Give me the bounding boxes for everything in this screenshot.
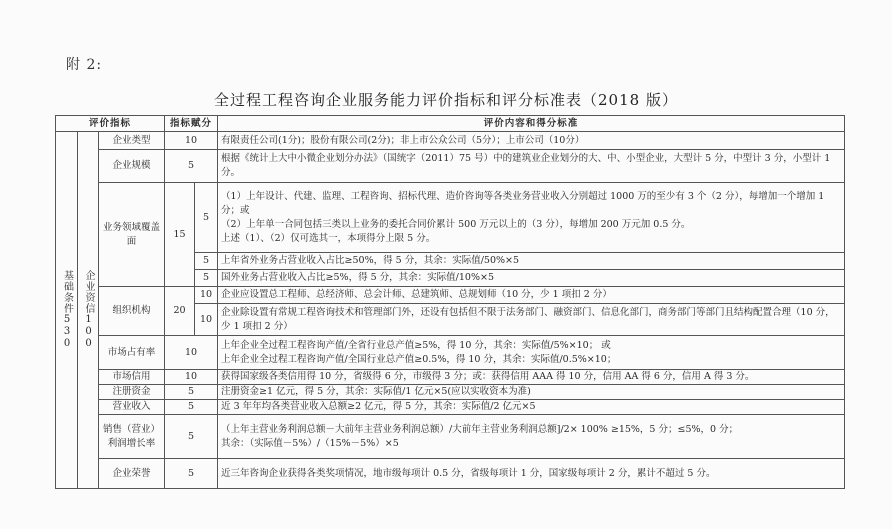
row-type-score: 10 — [165, 132, 218, 150]
row-profit-name: 销售（营业）利润增长率 — [99, 415, 165, 459]
table-row — [56, 385, 845, 400]
profit-line-2: 其余：（实际值－5%）/（15%－5%）×5 — [221, 437, 399, 449]
row-revenue-content: 近 3 年年均各类营业收入总额≥2 亿元，得 5 分，其余：实际值/2 亿元×5 — [218, 400, 845, 415]
coverage-line-1: （1）上年设计、代建、监理、工程咨询、招标代理、造价咨询等各类业务营业收入分别超过 1000 万的至少有 3 个（2 分），每增加一个增加 1 分；或 — [221, 190, 825, 216]
row-org-sub2-content: 企业除设置有常规工程咨询技术和管理部门外，还设有包括但不限于法务部门、融资部门、信息化部门，商务部门等部门且结构配置合理（10 分，少 1 项扣 2 分） — [218, 304, 845, 336]
row-type-name: 企业类型 — [99, 132, 165, 150]
row-capital-score: 5 — [165, 385, 218, 400]
row-coverage-sub2-score: 5 — [195, 253, 218, 270]
row-credit-score: 10 — [165, 370, 218, 385]
row-scale-content: 根据《统计上大中小微企业划分办法》（国统字（2011）75 号）中的建筑业企业划分的大、中、小型企业，大型计 5 分，中型计 3 分，小型计 1 分。 — [218, 150, 845, 183]
table-row — [56, 370, 845, 385]
row-revenue-name: 营业收入 — [99, 400, 165, 415]
row-honor-content: 近三年咨询企业获得各类奖项情况，地市级每项计 0.5 分，省级每项计 1 分，国家级每项计 2 分，累计不超过 5 分。 — [218, 459, 845, 489]
header-content: 评价内容和得分标准 — [218, 116, 845, 132]
table-row — [56, 459, 845, 489]
row-market-name: 市场占有率 — [99, 336, 165, 370]
row-coverage-score: 15 — [165, 183, 195, 287]
row-org-sub1-score: 10 — [195, 287, 218, 304]
group-label: 基础条件530 — [61, 270, 73, 350]
row-org-name: 组织机构 — [99, 287, 165, 336]
row-market-score: 10 — [165, 336, 218, 370]
row-org-sub2-score: 10 — [195, 304, 218, 336]
row-credit-name: 市场信用 — [99, 370, 165, 385]
row-coverage-sub3-content: 国外业务占营业收入占比≥5%，得 5 分，其余：实际值/10%×5 — [218, 270, 845, 287]
row-scale-score: 5 — [165, 150, 218, 183]
table-row — [56, 287, 845, 304]
row-profit-score: 5 — [165, 415, 218, 459]
profit-line-1: （上年主营业务利润总额－大前年主营业务利润总额）/大前年主营业务利润总额]/2× 100% ≥15%，5 分；≤5%，0 分； — [221, 423, 739, 435]
coverage-line-3: 上述（1）、（2）仅可选其一，本项得分上限 5 分。 — [221, 232, 436, 244]
table-row — [56, 415, 845, 459]
row-profit-content — [218, 415, 845, 459]
table-row — [56, 132, 845, 150]
table-row — [56, 150, 845, 183]
row-capital-name: 注册资金 — [99, 385, 165, 400]
subgroup-label-cell — [78, 132, 99, 489]
subgroup-label: 企业资信100 — [83, 270, 94, 350]
row-org-sub1-content: 企业应设置总工程师、总经济师、总会计师、总建筑师、总规划师（10 分，少 1 项扣 2 分） — [218, 287, 845, 304]
row-coverage-sub1-score: 5 — [195, 183, 218, 253]
market-line-1: 上年企业全过程工程咨询产值/全省行业总产值≥5%，得 10 分，其余：实际值/5%×10； 或 — [221, 339, 611, 351]
document-title: 全过程工程咨询企业服务能力评价指标和评分标准表（2018 版） — [214, 91, 678, 109]
market-line-2: 上年企业全过程工程咨询产值/全国行业总产值≥0.5%，得 10 分，其余：实际值/0.5%×10； — [221, 353, 617, 365]
row-honor-score: 5 — [165, 459, 218, 489]
table-header-row — [56, 116, 845, 132]
header-indicator: 评价指标 — [56, 116, 165, 132]
coverage-line-2: （2）上年单一合同包括三类以上业务的委托合同价累计 500 万元以上的（3 分），每增加 200 万元加 0.5 分。 — [221, 218, 691, 230]
row-capital-content: 注册资金≥1 亿元，得 5 分，其余：实际值/1 亿元×5(应以实收资本为准) — [218, 385, 845, 400]
header-score: 指标赋分 — [165, 116, 218, 132]
row-org-score: 20 — [165, 287, 195, 336]
row-type-content: 有限责任公司(1分)；股份有限公司(2分)；非上市公众公司（5分）；上市公司（10分） — [218, 132, 845, 150]
row-coverage-sub1-content — [218, 183, 845, 253]
table-row — [56, 400, 845, 415]
group-label-cell — [56, 132, 78, 489]
row-coverage-sub3-score: 5 — [195, 270, 218, 287]
row-coverage-name: 业务领域覆盖面 — [99, 183, 165, 287]
row-revenue-score: 5 — [165, 400, 218, 415]
row-credit-content: 获得国家级各类信用得 10 分，省级得 6 分，市级得 3 分；或：获得信用 AAA 得 10 分，信用 AA 得 6 分，信用 A 得 3 分。 — [218, 370, 845, 385]
row-coverage-sub2-content: 上年省外业务占营业收入占比≥50%，得 5 分，其余：实际值/50%×5 — [218, 253, 845, 270]
table-row — [56, 183, 845, 253]
row-scale-name: 企业规模 — [99, 150, 165, 183]
evaluation-table — [55, 115, 845, 489]
row-honor-name: 企业荣誉 — [99, 459, 165, 489]
annex-label: 附 2: — [66, 57, 103, 73]
row-market-content — [218, 336, 845, 370]
table-row — [56, 336, 845, 370]
